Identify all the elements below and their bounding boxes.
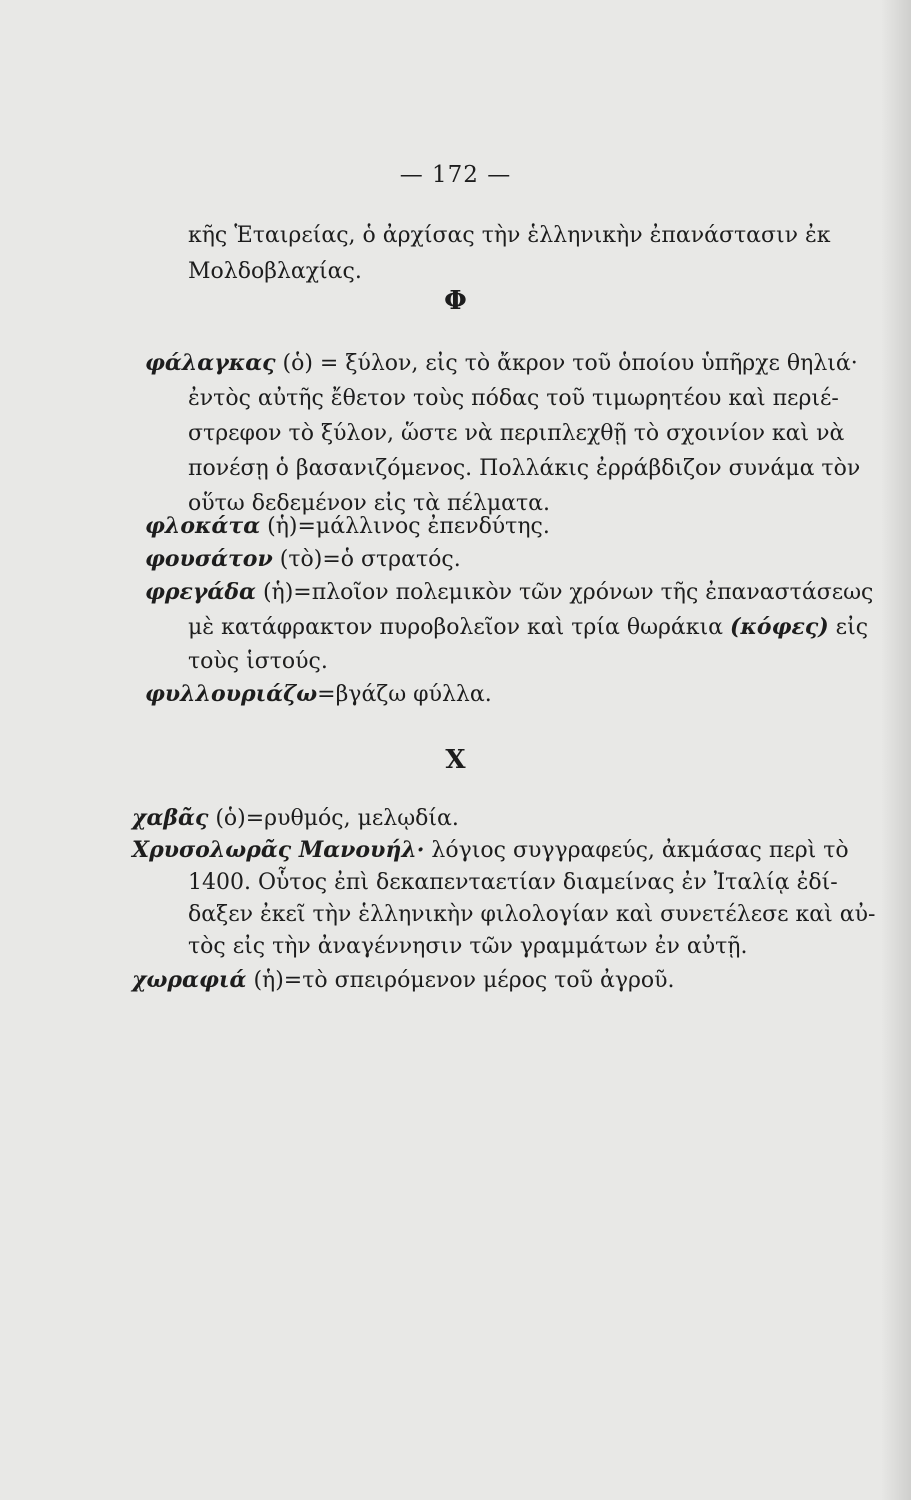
entry-headword: φρεγάδα [145,579,256,605]
entry-text: μὲ κατάφρακτον πυροβολεῖον καὶ τρία θωράκια [188,615,731,640]
entry-line: οὕτω δεδεμένον εἰς τὰ πέλματα. [188,491,551,516]
entry-text: λόγιος συγγραφεύς, ἀκμάσας περὶ τὸ [424,838,849,863]
entry-headword: Χρυσολωρᾶς Μανουήλ· [132,837,425,863]
section-letter-phi: Φ [444,286,467,316]
entry-first-line [145,578,873,607]
inline-headword: (κόφες) [730,614,829,640]
entry-line: τοὺς ἱστούς. [188,649,328,674]
entry-headword: φλοκάτα [145,513,261,539]
entry-text: (ἡ)=τὸ σπειρόμενον μέρος τοῦ ἀγροῦ. [246,968,675,993]
entry-text: =βγάζω φύλλα. [317,682,492,707]
entry-line: δαξεν ἐκεῖ τὴν ἑλληνικὴν φιλολογίαν καὶ συνετέλεσε καὶ αὐ- [188,902,876,927]
entry-headword: φουσάτον [145,546,273,572]
page-number: — 172 — [399,162,512,188]
entry-line: στρεφον τὸ ξύλον, ὥστε νὰ περιπλεχθῇ τὸ σχοινίον καὶ νὰ [188,421,845,446]
entry-text: (ὁ)=ρυθμός, μελῳδία. [208,806,459,831]
entry-headword: χωραφιά [132,967,247,993]
entry-headword: φάλαγκας [145,350,276,376]
entry-text: (ἡ)=πλοῖον πολεμικὸν τῶν χρόνων τῆς ἐπαναστάσεως [255,580,874,605]
section-letter-chi: Χ [445,745,466,775]
entry-headword: φυλλουριάζω [145,681,318,707]
entry-text: (ἡ)=μάλλινος ἐπενδύτης. [260,514,550,539]
entry-line: τὸς εἰς τὴν ἀναγέννησιν τῶν γραμμάτων ἐν αὐτῇ. [188,934,748,959]
intro-line: Μολδοβλαχίας. [188,259,362,284]
entry-first-line [145,545,461,574]
entry-first-line [145,680,492,709]
entry-first-line [132,836,849,865]
entry-text: (τὸ)=ὁ στρατός. [272,547,461,572]
entry-first-line [132,966,675,995]
entry-first-line [132,804,459,833]
entry-headword: χαβᾶς [132,805,209,831]
entry-line [188,613,868,642]
entry-line: ἐντὸς αὐτῆς ἔθετον τοὺς πόδας τοῦ τιμωρητέου καὶ περιέ- [188,386,839,411]
entry-first-line [145,349,858,378]
entry-first-line [145,512,550,541]
entry-line: πονέσῃ ὁ βασανιζόμενος. Πολλάκις ἐρράβδιζον συνάμα τὸν [188,456,861,481]
entry-line: 1400. Οὗτος ἐπὶ δεκαπενταετίαν διαμείνας ἐν Ἰταλίᾳ ἐδί- [188,870,838,895]
entry-text: (ὁ) = ξύλον, εἰς τὸ ἄκρον τοῦ ὁποίου ὑπῆρχε θηλιά· [275,351,858,376]
intro-line: κῆς Ἑταιρείας, ὁ ἀρχίσας τὴν ἑλληνικὴν ἐπανάστασιν ἐκ [188,223,831,248]
entry-text: εἰς [828,615,869,640]
